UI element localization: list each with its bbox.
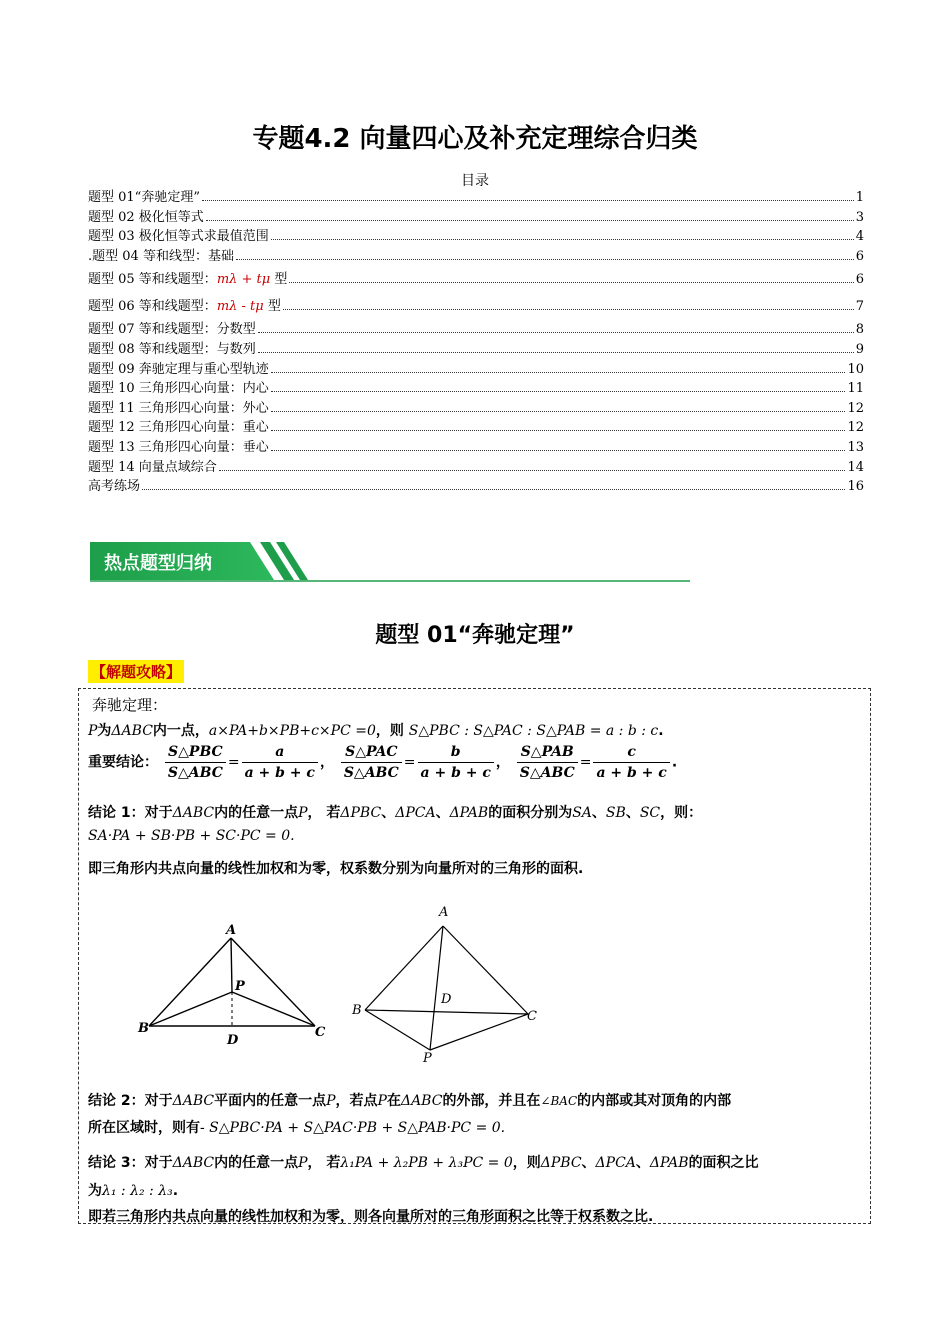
segment-BP [365, 1010, 430, 1050]
fraction-denominator: S△ABC [343, 765, 399, 781]
fraction-denominator: a + b + c [244, 765, 315, 781]
fraction-numerator: S△PAC [341, 742, 402, 763]
toc-entry-label: 题型 13 三角形四心向量：垂心 [88, 439, 269, 455]
toc-entry-label [88, 293, 281, 320]
conclusion-1 [88, 802, 702, 822]
toc-entry-page: 13 [847, 439, 864, 455]
section-title: 题型 01“奔驰定理” [375, 623, 575, 648]
fraction-numerator: a [242, 742, 318, 763]
toc-entry-page: 1 [855, 190, 864, 205]
text: 、 [581, 1155, 596, 1171]
theorem-name: 奔驰定理： [92, 696, 168, 714]
toc-entry-label: .题型 04 等和线型：基础 [88, 248, 234, 264]
fraction-denominator: a + b + c [596, 765, 667, 781]
toc-entry-label: 题型 01“奔驰定理” [88, 190, 200, 205]
math-text: P [326, 1093, 336, 1109]
conclusion-2 [88, 1090, 731, 1110]
math-text: SA·PA + SB·PB + SC·PC = 0. [88, 828, 295, 844]
key-conclusion: 重要结论： $\frac{\text{S△PBC}}{\text{S△ABC}}$ = $\frac{a}{a + b + c}$ ， $\frac{\text{S△PAC}}{\text{S△ABC}}$ = $\frac{b}{a + b + c}$ ， $\frac{\text{S△PAB}}{\text{S△ABC}}$ = $\frac{c}{a + b + c}$ . [88, 744, 678, 781]
toc-entry-label: 题型 03 极化恒等式求最值范围 [88, 229, 269, 245]
math-text: ΔPAB [449, 805, 489, 821]
fraction-denominator: S△ABC [519, 765, 575, 781]
banner-text: 热点题型归纳 [104, 553, 212, 574]
label-P: P [423, 1051, 432, 1065]
toc-entry-label: 高考练场 [88, 479, 141, 495]
toc-entry[interactable] [88, 247, 864, 267]
segment-CP [232, 992, 315, 1026]
math-text: ΔPAB [649, 1155, 689, 1171]
fraction-numerator: c [593, 742, 669, 763]
math-text: a×PA+b×PB+c×PC =0 [208, 723, 376, 739]
math-text: S△PBC : S△PAC : S△PAB = a : b : c [408, 723, 659, 739]
table-of-contents [88, 188, 864, 497]
toc-leader-dots [219, 469, 846, 471]
text: . [658, 723, 664, 739]
text: ，则 [512, 1155, 541, 1171]
math-text: ΔABC [172, 805, 215, 821]
fraction [242, 742, 318, 783]
toc-leader-dots [236, 258, 854, 260]
text: 、 [591, 805, 606, 821]
math-text: SA [572, 805, 592, 821]
fraction-numerator: S△PBC [165, 742, 226, 763]
text: 结论 3：对于 [88, 1155, 173, 1171]
toc-entry-page: 7 [855, 299, 864, 315]
text: . [172, 1183, 179, 1199]
toc-entry-page: 10 [847, 361, 864, 377]
math-text: ΔABC [172, 1093, 215, 1109]
tip-tag: 【解题攻略】 [88, 660, 184, 683]
toc-entry-math: mλ - tμ [216, 299, 264, 315]
toc-entry-label [88, 266, 287, 293]
text: 、 [635, 1155, 650, 1171]
label-P: P [235, 979, 245, 994]
text: 的内部或其对顶角的内部 [577, 1093, 732, 1109]
toc-entry-page: 12 [847, 400, 864, 416]
toc-entry[interactable] [88, 188, 864, 208]
toc-entry-label: 题型 02 极化恒等式 [88, 209, 204, 225]
text: ，则： [660, 805, 703, 821]
toc-entry[interactable] [88, 340, 864, 360]
fraction [517, 742, 578, 783]
math-text: ΔABC [172, 1155, 215, 1171]
text: 平面内的任意一点 [214, 1093, 327, 1109]
fraction-denominator: S△ABC [167, 765, 223, 781]
toc-entry[interactable] [88, 477, 864, 497]
edge-AB [365, 926, 443, 1010]
edge-AC [443, 926, 528, 1014]
toc-entry[interactable] [88, 320, 864, 340]
label-D: D [227, 1033, 239, 1048]
toc-entry-page: 6 [855, 248, 864, 264]
toc-entry-suffix: 型 [267, 299, 281, 315]
segment-BP [149, 992, 232, 1026]
conclusion-1-explanation: 即三角形内共点向量的线性加权和为零，权系数分别为向量所对的三角形的面积. [88, 861, 584, 877]
math-text: ∠BAC [540, 1094, 578, 1108]
math-text: λ₁ : λ₂ : λ₃ [102, 1183, 173, 1199]
toc-entry-label: 题型 10 三角形四心向量：内心 [88, 381, 269, 397]
toc-entry-label: 题型 14 向量点域综合 [88, 459, 217, 475]
toc-entry-suffix: 型 [274, 272, 288, 288]
key-label: 重要结论： [88, 754, 158, 771]
toc-leader-dots [271, 449, 846, 451]
text: ， 若 [307, 1155, 341, 1171]
text: 的外部，并且在 [442, 1093, 541, 1109]
toc-entry[interactable] [88, 208, 864, 228]
text: 结论 1：对于 [88, 805, 173, 821]
text: ， 若 [307, 805, 341, 821]
segment-AP [430, 926, 443, 1050]
toc-entry[interactable] [88, 227, 864, 247]
toc-entry[interactable] [88, 418, 864, 438]
toc-leader-dots [258, 331, 854, 333]
toc-entry[interactable] [88, 379, 864, 399]
text: 、 [435, 805, 450, 821]
text: 的面积之比 [688, 1155, 759, 1171]
text: 内的任意一点 [214, 1155, 299, 1171]
label-D: D [441, 992, 452, 1007]
toc-entry-page: 4 [855, 229, 864, 245]
document-title: 专题4.2 向量四心及补充定理综合归类 [252, 124, 698, 154]
toc-entry-page: 11 [847, 381, 864, 397]
toc-leader-dots [271, 429, 846, 431]
toc-entry-label: 题型 09 奔驰定理与重心型轨迹 [88, 361, 269, 377]
toc-entry-text: 题型 05 等和线题型： [88, 272, 217, 288]
toc-heading: 目录 [461, 173, 489, 189]
edge-AB [149, 938, 231, 1026]
toc-entry-page: 3 [855, 209, 864, 225]
fraction [341, 742, 402, 783]
toc-leader-dots [271, 238, 854, 240]
fraction-numerator: b [418, 742, 494, 763]
toc-leader-dots [271, 371, 846, 373]
segment-CP [430, 1014, 528, 1050]
fraction-numerator: S△PAB [517, 742, 578, 763]
label-C: C [315, 1025, 326, 1040]
conclusion-2-line2 [88, 1117, 505, 1137]
theorem-statement [88, 720, 664, 740]
math-text: ΔPBC [340, 805, 382, 821]
math-text: P [298, 1155, 308, 1171]
text: 的面积分别为 [488, 805, 573, 821]
toc-leader-dots [258, 351, 854, 353]
conclusion-3 [88, 1152, 759, 1172]
text: 为 [88, 1183, 102, 1199]
section-banner [90, 540, 690, 584]
text: 结论 2：对于 [88, 1093, 173, 1109]
toc-entry-page: 14 [847, 459, 864, 475]
toc-entry-label: 题型 11 三角形四心向量：外心 [88, 400, 269, 416]
text: 所在区域时，则有 [88, 1120, 200, 1136]
label-B: B [352, 1003, 362, 1018]
math-text: P [377, 1093, 387, 1109]
toc-leader-dots [289, 281, 853, 283]
triangle-figure-interior [135, 920, 335, 1050]
text: 内一点， [152, 723, 209, 739]
edge-BC [365, 1010, 528, 1014]
segment-AP [231, 938, 232, 992]
math-text: ΔPCA [395, 805, 436, 821]
fraction [418, 742, 494, 783]
math-text: - S△PBC·PA + S△PAC·PB + S△PAB·PC = 0. [200, 1120, 506, 1136]
text: 在 [386, 1093, 401, 1109]
triangle-figure-exterior [345, 900, 550, 1065]
math-text: P [298, 805, 308, 821]
toc-entry[interactable] [88, 399, 864, 419]
text: 、 [625, 805, 640, 821]
toc-entry-page: 12 [847, 420, 864, 436]
label-A: A [226, 923, 237, 938]
conclusion-3-explanation: 即若三角形内共点向量的线性加权和为零，则各向量所对的三角形面积之比等于权系数之比. [88, 1209, 654, 1225]
toc-entry[interactable] [88, 266, 864, 293]
math-text: ΔABC [111, 723, 153, 739]
toc-entry[interactable] [88, 458, 864, 478]
math-text: P [88, 723, 98, 739]
toc-leader-dots [271, 390, 846, 392]
conclusion-1-formula [88, 828, 295, 844]
fraction [165, 742, 226, 783]
toc-leader-dots [142, 488, 845, 490]
text: 、 [381, 805, 396, 821]
toc-entry[interactable] [88, 293, 864, 320]
math-text: SC [639, 805, 661, 821]
conclusion-3-line2 [88, 1180, 178, 1200]
toc-leader-dots [202, 199, 854, 201]
toc-entry-label: 题型 08 等和线题型：与数列 [88, 341, 256, 357]
math-text: ΔABC [400, 1093, 443, 1109]
toc-entry-page: 6 [855, 272, 864, 288]
text: 为 [97, 723, 112, 739]
label-B: B [138, 1021, 149, 1036]
label-C: C [527, 1009, 537, 1024]
label-A: A [439, 905, 449, 920]
fraction-denominator: a + b + c [420, 765, 491, 781]
math-text: λ₁PA + λ₂PB + λ₃PC = 0 [340, 1155, 513, 1171]
math-text: ΔPCA [595, 1155, 636, 1171]
toc-leader-dots [206, 219, 854, 221]
toc-entry-page: 9 [855, 341, 864, 357]
toc-entry-label: 题型 07 等和线题型：分数型 [88, 322, 256, 338]
toc-entry-page: 16 [847, 479, 864, 495]
toc-leader-dots [271, 410, 846, 412]
toc-entry-math: mλ + tμ [216, 272, 271, 288]
toc-entry-text: 题型 06 等和线题型： [88, 299, 217, 315]
text: ，若点 [335, 1093, 378, 1109]
text: 内的任意一点 [214, 805, 299, 821]
toc-entry-label: 题型 12 三角形四心向量：重心 [88, 420, 269, 436]
math-text: ΔPBC [540, 1155, 582, 1171]
text: ，则 [375, 723, 404, 739]
fraction [593, 742, 669, 783]
toc-entry[interactable] [88, 360, 864, 380]
math-text: SB [605, 805, 626, 821]
toc-entry-page: 8 [855, 322, 864, 338]
toc-entry[interactable] [88, 438, 864, 458]
toc-leader-dots [283, 308, 854, 310]
